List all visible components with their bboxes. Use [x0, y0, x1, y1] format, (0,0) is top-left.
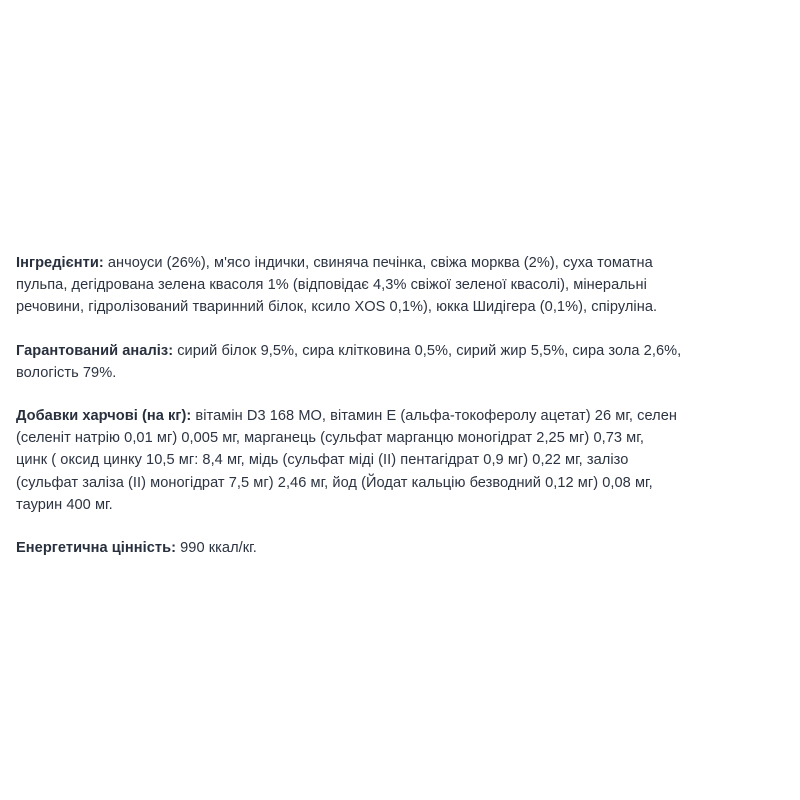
additives-line-2: (селеніт натрію 0,01 мг) 0,005 мг, марганець (сульфат марганцю моногідрат 2,25 мг) 0,73 мг, [16, 430, 644, 447]
ingredients-text: анчоуси (26%), м'ясо індички, свиняча печінка, свіжа морква (2%), суха томатна [103, 255, 653, 271]
energy-label: Енергетична цінність: [16, 540, 177, 557]
analysis-line-2: вологість 79%. [16, 364, 117, 381]
energy-line-1 [16, 537, 788, 559]
additives-line-1 [16, 405, 788, 427]
ingredients-line-1 [16, 252, 788, 274]
additives-section [16, 405, 788, 516]
analysis-text: сирий білок 9,5%, сира клітковина 0,5%, сирий жир 5,5%, сира зола 2,6%, [173, 342, 682, 359]
product-composition [16, 252, 788, 580]
ingredients-line-2: пульпа, дегідрована зелена квасоля 1% (відповідає 4,3% свіжої зеленої квасолі), мінеральні [16, 277, 647, 294]
analysis-line-1 [16, 340, 788, 362]
additives-text: вітамін D3 168 МО, вітамин Е (альфа-токоферолу ацетат) 26 мг, селен [191, 408, 677, 425]
additives-line-3: цинк ( оксид цинку 10,5 мг: 8,4 мг, мідь (сульфат міді (ІІ) пентагідрат 0,9 мг) 0,22 мг, залізо [16, 452, 629, 469]
ingredients-label: Інгредієнти: [16, 255, 104, 271]
energy-text: 990 ккал/кг. [176, 540, 257, 557]
analysis-label: Гарантований аналіз: [16, 342, 174, 359]
additives-label: Добавки харчові (на кг): [16, 408, 192, 425]
additives-line-5: таурин 400 мг. [16, 496, 113, 513]
energy-value-section [16, 537, 788, 559]
ingredients-section [16, 252, 788, 319]
additives-line-4: (сульфат заліза (ІІ) моногідрат 7,5 мг) 2,46 мг, йод (Йодат кальцію безводний 0,12 мг) 0,08 мг, [16, 474, 653, 491]
guaranteed-analysis-section [16, 340, 788, 384]
ingredients-line-3: речовини, гідролізований тваринний білок, ксило XOS 0,1%), юкка Шидігера (0,1%), спіруліна. [16, 299, 658, 316]
